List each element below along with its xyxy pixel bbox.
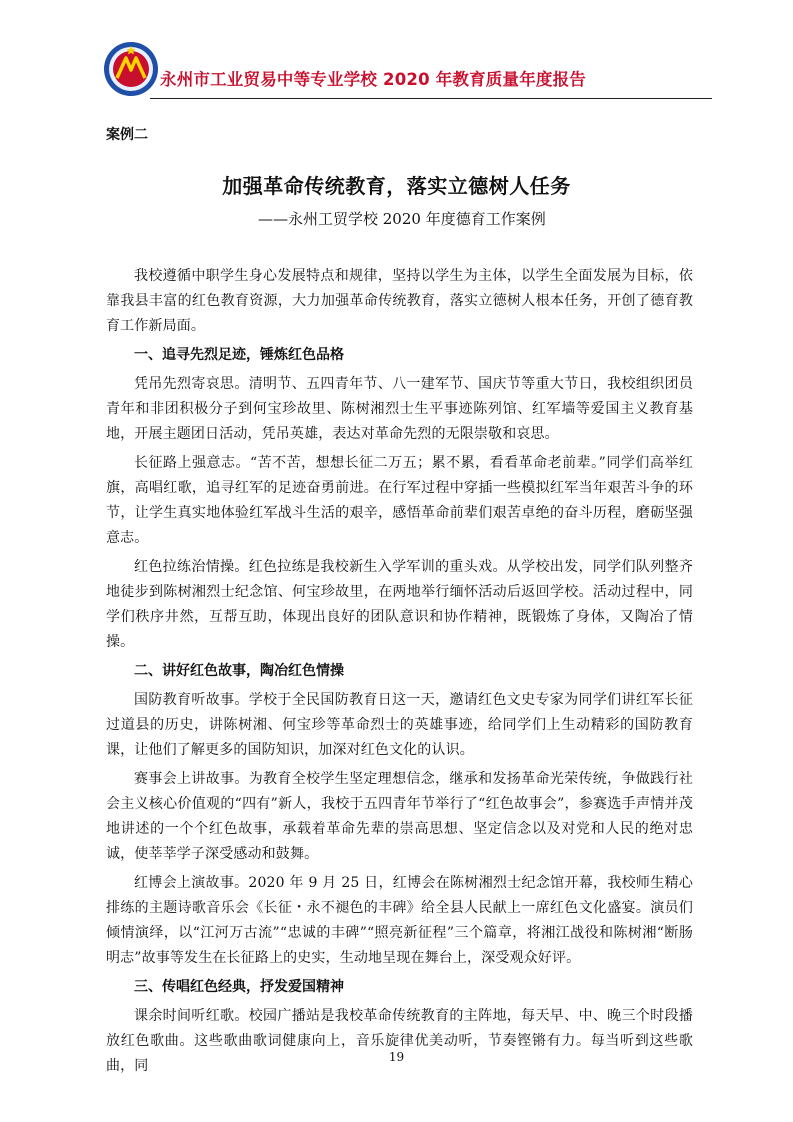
paragraph: 红色拉练治情操。红色拉练是我校新生入学军训的重头戏。从学校出发，同学们队列整齐地徒步到陈树湘烈士纪念馆、何宝珍故里，在两地举行缅怀活动后返回学校。活动过程中，同学们秩序井然，互帮互助，体现出良好的团队意识和协作精神，既锻炼了身体，又陶冶了情操。 <box>106 559 693 650</box>
case-label: 案例二 <box>106 127 148 143</box>
paragraph: 红博会上演故事。2020 年 9 月 25 日，红博会在陈树湘烈士纪念馆开幕，我校师生精心排练的主题诗歌音乐会《长征・永不褪色的丰碑》给全县人民献上一席红色文化盛宴。演员们倾情演绎，以“江河万古流”“忠诚的丰碑”“照亮新征程”三个篇章，将湘江战役和陈树湘“断肠明志”故事等发生在长征路上的史实，生动地呈现在舞台上，深受观众好评。 <box>106 875 693 966</box>
paragraph: 凭吊先烈寄哀思。清明节、五四青年节、八一建军节、国庆节等重大节日，我校组织团员青年和非团积极分子到何宝珍故里、陈树湘烈士生平事迹陈列馆、红军墙等爱国主义教育基地，开展主题团日活动，凭吊英雄，表达对革命先烈的无限崇敬和哀思。 <box>106 376 693 442</box>
header-divider <box>150 98 712 99</box>
paragraph: 课余时间听红歌。校园广播站是我校革命传统教育的主阵地，每天早、中、晚三个时段播放红色歌曲。这些歌曲歌词健康向上，音乐旋律优美动听，节奏铿锵有力。每当听到这些歌曲，同 <box>106 1008 693 1074</box>
section-heading-1: 一、追寻先烈足迹，锤炼红色品格 <box>134 347 344 363</box>
page-number: 19 <box>388 1050 405 1064</box>
paragraph: 国防教育听故事。学校于全民国防教育日这一天，邀请红色文史专家为同学们讲红军长征过道县的历史，讲陈树湘、何宝珍等革命烈士的英雄事迹，给同学们上生动精彩的国防教育课，让他们了解更多的国防知识，加深对红色文化的认识。 <box>106 692 693 758</box>
section-heading-3: 三、传唱红色经典，抒发爱国精神 <box>134 979 344 995</box>
page-header <box>100 38 712 100</box>
intro-paragraph: 我校遵循中职学生身心发展特点和规律，坚持以学生为主体，以学生全面发展为目标，依靠我县丰富的红色教育资源，大力加强革命传统教育，落实立德树人根本任务，开创了德育教育工作新局面。 <box>106 268 693 334</box>
document-subtitle: ——永州工贸学校 2020 年度德育工作案例 <box>258 210 546 228</box>
paragraph: 赛事会上讲故事。为教育全校学生坚定理想信念，继承和发扬革命光荣传统，争做践行社会主义核心价值观的“四有”新人，我校于五四青年节举行了“红色故事会”，参赛选手声情并茂地讲述的一个个红色故事，承载着革命先辈的崇高思想、坚定信念以及对党和人民的绝对忠诚，使莘莘学子深受感动和鼓舞。 <box>106 771 693 862</box>
paragraph: 长征路上强意志。“苦不苦，想想长征二万五；累不累，看看革命老前辈。”同学们高举红旗，高唱红歌，追寻红军的足迹奋勇前进。在行军过程中穿插一些模拟红军当年艰苦斗争的环节，让学生真实地体验红军战斗生活的艰辛，感悟革命前辈们艰苦卓绝的奋斗历程，磨砺坚强意志。 <box>106 455 693 546</box>
school-emblem-icon <box>102 40 160 98</box>
document-title: 加强革命传统教育，落实立德树人任务 <box>222 174 571 198</box>
section-heading-2: 二、讲好红色故事，陶冶红色情操 <box>134 663 344 679</box>
report-header-title: 永州市工业贸易中等专业学校 2020 年教育质量年度报告 <box>160 70 587 89</box>
document-body <box>106 264 693 1083</box>
